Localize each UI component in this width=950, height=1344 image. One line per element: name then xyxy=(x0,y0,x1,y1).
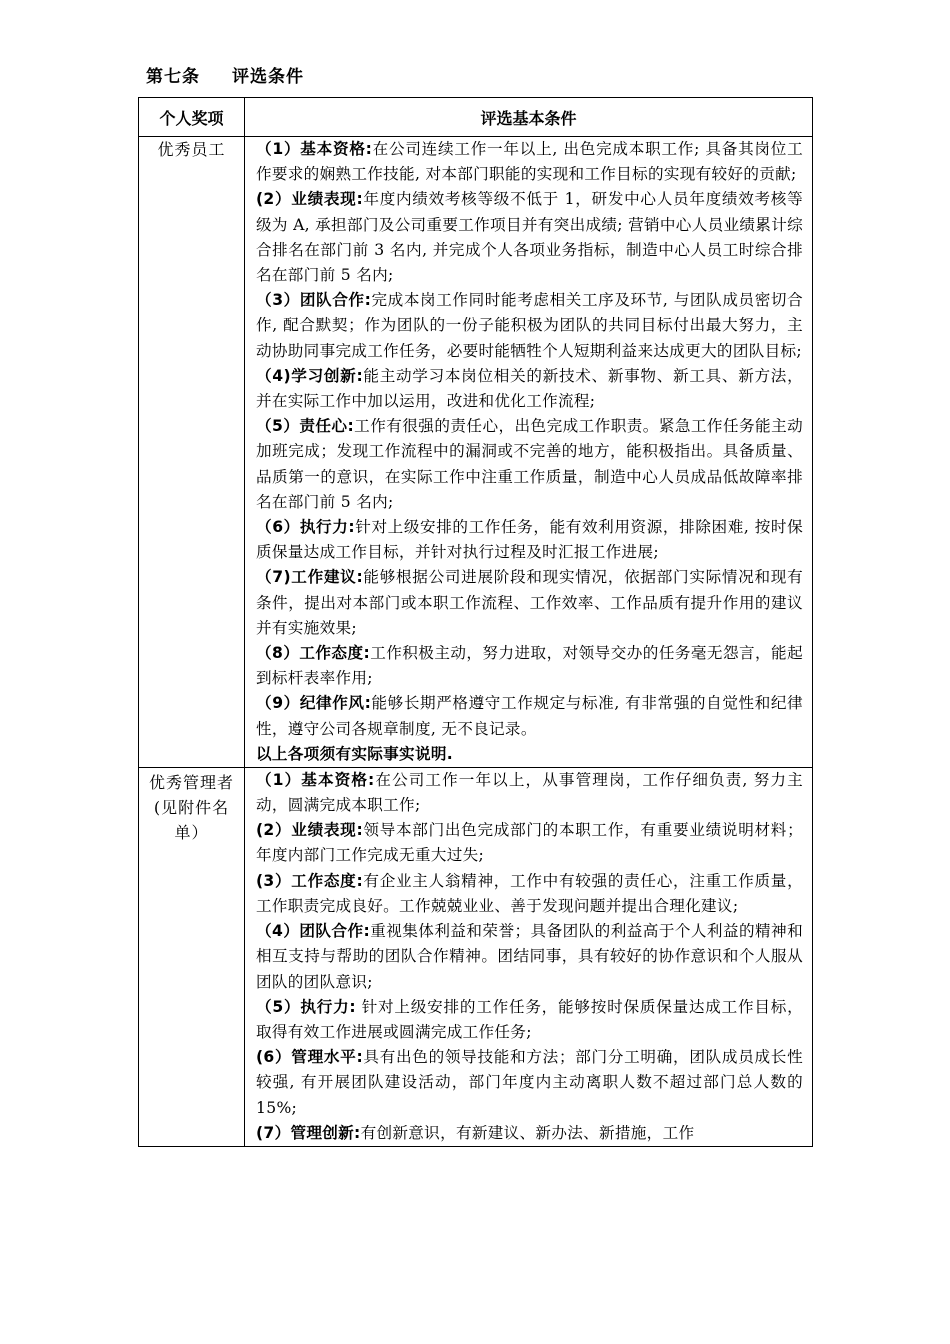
criterion-label: （4）团队合作: xyxy=(256,922,371,941)
criterion-label: （4)学习创新: xyxy=(256,366,363,385)
criteria-cell xyxy=(245,767,813,1146)
criterion-label: （7)工作建议: xyxy=(256,568,363,587)
criterion-item xyxy=(256,1121,803,1146)
criterion-text: 针对上级安排的工作任务，能够按时保质保量达成工作目标，取得有效工作进展或圆满完成工作任务; xyxy=(256,997,804,1041)
criterion-item xyxy=(256,137,803,187)
criterion-label: (3）工作态度: xyxy=(256,871,363,890)
criterion-text: 能够长期严格遵守工作规定与标准, 有非常强的自觉性和纪律性，遵守公司各规章制度, 无不良记录。 xyxy=(256,694,803,738)
criterion-label: （1）基本资格: xyxy=(256,140,373,158)
criterion-item xyxy=(256,818,803,868)
criterion-item xyxy=(256,1045,803,1121)
criteria-cell xyxy=(245,137,813,768)
criterion-item xyxy=(256,288,803,364)
award-name: 优秀员工 xyxy=(139,137,245,768)
criterion-text: 具有出色的领导技能和方法；部门分工明确，团队成员成长性较强, 有开展团队建设活动，部门年度内主动离职人数不超过部门总人数的 15%; xyxy=(256,1048,803,1117)
table-row xyxy=(139,767,813,1146)
criterion-label: （9）纪律作风: xyxy=(256,694,372,713)
criterion-label: （1）基本资格: xyxy=(256,770,375,789)
criterion-item xyxy=(256,869,803,919)
criterion-item xyxy=(256,414,803,515)
article-number: 第七条 xyxy=(146,67,200,87)
criterion-text: 有创新意识，有新建议、新办法、新措施，工作 xyxy=(360,1123,695,1142)
criterion-text: 针对上级安排的工作任务，能有效利用资源，排除困难, 按时保质保量达成工作目标，并针对执行过程及时汇报工作进展; xyxy=(256,518,803,562)
criterion-label: （5）执行力: xyxy=(256,997,356,1016)
criterion-text: 能够根据公司进展阶段和现实情况，依据部门实际情况和现有条件，提出对本部门或本职工作流程、工作效率、工作品质有提升作用的建议并有实施效果; xyxy=(256,568,803,637)
criterion-item xyxy=(256,919,803,995)
criterion-label: (2）业绩表现: xyxy=(256,821,363,840)
criterion-text: 能主动学习本岗位相关的新技术、新事物、新工具、新方法，并在实际工作中加以运用，改进和优化工作流程; xyxy=(256,366,803,411)
criterion-item xyxy=(256,187,803,288)
criterion-item xyxy=(256,364,803,414)
award-name: 优秀管理者(见附件名单） xyxy=(139,767,245,1146)
criterion-item xyxy=(256,691,803,741)
criterion-item xyxy=(256,515,803,565)
criteria-note: 以上各项须有实际事实说明. xyxy=(256,744,453,763)
table-header-row xyxy=(139,98,813,137)
criterion-text: 年度内绩效考核等级不低于 1，研发中心人员年度绩效考核等级为 A, 承担部门及公司重要工作项目并有突出成绩; 营销中心人员业绩累计综合排名在部门前 3 名内, 并完成个人各项业务指标，制造中心人员工时综合排名在部门前 5 名内; xyxy=(256,190,803,285)
criterion-label: （8）工作态度: xyxy=(256,644,371,663)
criterion-label: (7）管理创新: xyxy=(256,1123,361,1142)
criterion-text: 在公司工作一年以上，从事管理岗，工作仔细负责, 努力主动，圆满完成本职工作; xyxy=(256,770,803,815)
criterion-item xyxy=(256,995,803,1045)
criterion-item xyxy=(256,565,803,641)
criterion-text: 工作有很强的责任心，出色完成工作职责。紧急工作任务能主动加班完成；发现工作流程中的漏洞或不完善的地方，能积极指出。具备质量、品质第一的意识，在实际工作中注重工作质量，制造中心人员成品低故障率排名在部门前 5 名内; xyxy=(256,417,804,511)
section-heading xyxy=(146,62,304,87)
criterion-text: 重视集体利益和荣誉；具备团队的利益高于个人利益的精神和相互支持与帮助的团队合作精神。团结同事，具有较好的协作意识和个人服从团队的团队意识; xyxy=(256,922,803,991)
header-criteria: 评选基本条件 xyxy=(245,98,813,137)
criterion-item xyxy=(256,641,803,691)
criterion-text: 完成本岗工作同时能考虑相关工序及环节, 与团队成员密切合作, 配合默契；作为团队的一份子能积极为团队的共同目标付出最大努力，主动协助同事完成工作任务，必要时能牺牲个人短期利益来达成更大的团队目标; xyxy=(256,291,803,360)
criteria-table xyxy=(138,97,813,1147)
criterion-label: （6）执行力: xyxy=(256,518,355,537)
criterion-label: （5）责任心: xyxy=(256,417,355,436)
criterion-text: 工作积极主动，努力进取，对领导交办的任务毫无怨言，能起到标杆表率作用; xyxy=(256,644,803,688)
table-row xyxy=(139,137,813,768)
criterion-text: 在公司连续工作一年以上, 出色完成本职工作; 具备其岗位工作要求的娴熟工作技能, 对本部门职能的实现和工作目标的实现有较好的贡献; xyxy=(256,140,803,184)
criterion-label: (2）业绩表现: xyxy=(256,190,363,209)
criterion-text: 领导本部门出色完成部门的本职工作，有重要业绩说明材料；年度内部门工作完成无重大过失; xyxy=(256,821,803,865)
criterion-text: 有企业主人翁精神，工作中有较强的责任心，注重工作质量，工作职责完成良好。工作兢兢业业、善于发现问题并提出合理化建议; xyxy=(256,871,803,915)
header-award: 个人奖项 xyxy=(139,98,245,137)
criterion-label: （3）团队合作: xyxy=(256,291,372,310)
criterion-item xyxy=(256,768,803,818)
article-title: 评选条件 xyxy=(232,67,304,87)
criterion-label: (6）管理水平: xyxy=(256,1048,363,1067)
